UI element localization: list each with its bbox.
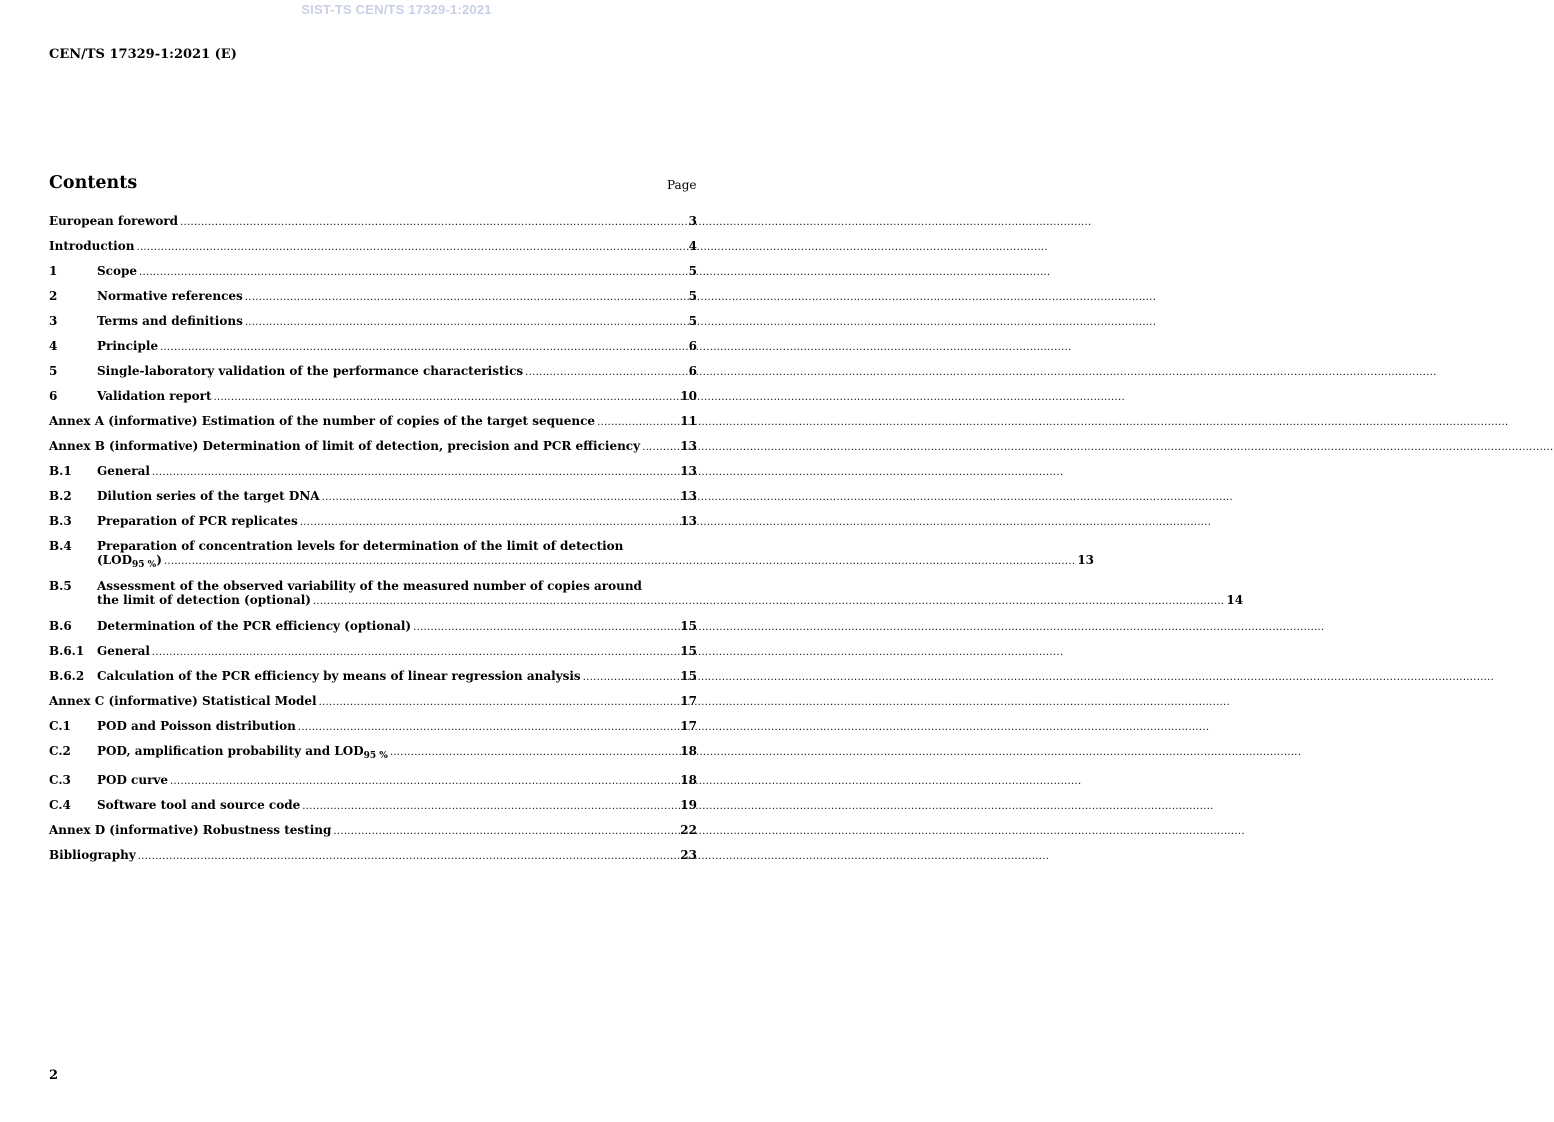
toc-leader-dots — [170, 776, 1081, 787]
toc-leader-dots — [138, 851, 1049, 862]
toc-entry-b3-pcr-replicates[interactable] — [49, 514, 697, 539]
toc-entry-annex-d[interactable] — [49, 823, 697, 848]
toc-entry-number: 5 — [49, 364, 58, 378]
toc-entry-title: Calculation of the PCR efficiency by means of linear regression analysis — [97, 669, 581, 683]
toc-leader-dots — [214, 392, 1125, 403]
table-of-contents — [49, 214, 1244, 873]
toc-entry-title: Annex C (informative) Statistical Model — [49, 694, 317, 708]
toc-entry-number: 3 — [49, 314, 58, 328]
toc-entry-title: Dilution series of the target DNA — [97, 489, 320, 503]
toc-entry-single-lab-validation[interactable] — [49, 364, 697, 389]
toc-entry-page: 18 — [680, 744, 697, 758]
toc-entry-number: C.2 — [49, 744, 71, 758]
toc-leader-dots — [160, 342, 1071, 353]
toc-leader-dots — [390, 747, 1301, 758]
toc-entry-page: 15 — [680, 669, 697, 683]
watermark-text: SIST-TS CEN/TS 17329-1:2021 — [301, 2, 492, 17]
toc-entry-number: 1 — [49, 264, 58, 278]
document-id: CEN/TS 17329-1:2021 (E) — [49, 47, 237, 62]
toc-entry-terms-and-definitions[interactable] — [49, 314, 697, 339]
toc-entry-european-foreword[interactable] — [49, 214, 697, 239]
toc-leader-dots — [525, 367, 1436, 378]
toc-entry-page: 13 — [680, 489, 697, 503]
toc-entry-title: Scope — [97, 264, 138, 278]
toc-entry-page: 23 — [680, 848, 697, 862]
toc-leader-dots — [152, 467, 1063, 478]
toc-entry-number: C.1 — [49, 719, 71, 733]
toc-entry-page: 6 — [688, 364, 697, 378]
toc-entry-number: 6 — [49, 389, 58, 403]
toc-entry-title: Principle — [97, 339, 159, 353]
toc-entry-number: 2 — [49, 289, 58, 303]
toc-entry-page: 17 — [680, 694, 697, 708]
toc-entry-page: 5 — [688, 264, 697, 278]
toc-entry-annex-b[interactable] — [49, 439, 697, 464]
toc-entry-title: Software tool and source code — [97, 798, 301, 812]
toc-entry-title: POD curve — [97, 773, 169, 787]
toc-entry-title-line1: Preparation of concentration levels for determination of the limit of detection — [97, 539, 624, 553]
toc-entry-page: 11 — [680, 414, 697, 428]
toc-leader-dots — [245, 292, 1156, 303]
toc-entry-number: B.5 — [49, 579, 72, 593]
toc-entry-page: 13 — [1077, 553, 1095, 567]
toc-entry-page: 3 — [688, 214, 697, 228]
toc-entry-number: B.6 — [49, 619, 72, 633]
toc-entry-page: 13 — [680, 514, 697, 528]
toc-entry-title: General — [97, 464, 150, 478]
toc-entry-page: 22 — [680, 823, 697, 837]
toc-entry-b1-general[interactable] — [49, 464, 697, 489]
toc-entry-annex-c[interactable] — [49, 694, 697, 719]
toc-entry-page: 6 — [688, 339, 697, 353]
toc-leader-dots — [245, 317, 1156, 328]
toc-entry-annex-a[interactable] — [49, 414, 697, 439]
toc-entry-page: 17 — [680, 719, 697, 733]
toc-entry-b2-dilution-series[interactable] — [49, 489, 697, 514]
toc-entry-title: Preparation of PCR replicates — [97, 514, 298, 528]
page-column-label: Page — [667, 178, 697, 192]
toc-entry-title: Introduction — [49, 239, 135, 253]
toc-entry-number: B.6.2 — [49, 669, 85, 683]
toc-leader-dots — [319, 697, 1230, 708]
toc-entry-number: B.6.1 — [49, 644, 85, 658]
toc-leader-dots — [180, 217, 1091, 228]
toc-entry-c4-software-tool[interactable] — [49, 798, 697, 823]
toc-entry-c3-pod-curve[interactable] — [49, 773, 697, 798]
toc-entry-subscript: 95 % — [131, 560, 157, 570]
toc-entry-page: 4 — [688, 239, 697, 253]
toc-entry-number: B.4 — [49, 539, 72, 553]
toc-leader-dots — [597, 417, 1508, 428]
toc-entry-page: 14 — [1226, 593, 1244, 607]
toc-leader-dots — [139, 267, 1050, 278]
contents-heading: Contents — [49, 173, 138, 193]
toc-leader-dots — [313, 596, 1224, 607]
toc-leader-dots — [152, 647, 1063, 658]
toc-entry-number: B.2 — [49, 489, 72, 503]
toc-entry-b4-concentration-levels[interactable] — [49, 539, 1095, 579]
toc-entry-number: C.3 — [49, 773, 71, 787]
toc-entry-title: European foreword — [49, 214, 179, 228]
toc-entry-principle[interactable] — [49, 339, 697, 364]
toc-entry-number: 4 — [49, 339, 58, 353]
toc-entry-number: C.4 — [49, 798, 71, 812]
toc-entry-page: 13 — [680, 464, 697, 478]
toc-leader-dots — [322, 492, 1233, 503]
toc-leader-dots — [333, 826, 1244, 837]
toc-entry-validation-report[interactable] — [49, 389, 697, 414]
toc-entry-title-line1: Assessment of the observed variability of the measured number of copies around — [97, 579, 642, 593]
toc-entry-page: 18 — [680, 773, 697, 787]
toc-entry-page: 5 — [688, 289, 697, 303]
toc-leader-dots — [413, 622, 1324, 633]
toc-leader-dots — [298, 722, 1209, 733]
page-number: 2 — [49, 1068, 59, 1083]
toc-entry-c1-poisson[interactable] — [49, 719, 697, 744]
toc-entry-title: Bibliography — [49, 848, 136, 862]
toc-entry-title: Terms and definitions — [97, 314, 243, 328]
toc-entry-page: 5 — [688, 314, 697, 328]
toc-entry-c2-amplification-probability[interactable] — [49, 744, 697, 773]
toc-entry-page: 13 — [680, 439, 697, 453]
toc-leader-dots — [136, 242, 1047, 253]
toc-entry-title: POD, amplification probability and LOD — [97, 744, 364, 758]
toc-leader-dots — [642, 442, 1553, 453]
toc-entry-title: Annex A (informative) Estimation of the number of copies of the target sequence — [49, 414, 596, 428]
toc-entry-page: 15 — [680, 644, 697, 658]
toc-entry-page: 15 — [680, 619, 697, 633]
toc-entry-title: General — [97, 644, 150, 658]
toc-entry-number: B.3 — [49, 514, 72, 528]
toc-entry-title: Annex D (informative) Robustness testing — [49, 823, 332, 837]
toc-entry-b6-pcr-efficiency[interactable] — [49, 619, 697, 644]
toc-entry-page: 10 — [680, 389, 697, 403]
toc-leader-dots — [164, 556, 1075, 567]
toc-entry-subscript: 95 % — [363, 751, 388, 761]
toc-entry-title-line2: (LOD — [97, 553, 132, 567]
toc-entry-title: Validation report — [97, 389, 212, 403]
toc-entry-title: Normative references — [97, 289, 243, 303]
toc-leader-dots — [583, 672, 1494, 683]
toc-entry-title-line2-end: ) — [156, 553, 162, 567]
toc-entry-title: Annex B (informative) Determination of limit of detection, precision and PCR efficiency — [49, 439, 641, 453]
toc-entry-normative-references[interactable] — [49, 289, 697, 314]
toc-entry-title: POD and Poisson distribution — [97, 719, 296, 733]
toc-entry-title: Determination of the PCR efficiency (optional) — [97, 619, 412, 633]
toc-entry-scope[interactable] — [49, 264, 697, 289]
toc-leader-dots — [302, 801, 1213, 812]
toc-entry-title: Single-laboratory validation of the performance characteristics — [97, 364, 524, 378]
toc-leader-dots — [300, 517, 1211, 528]
toc-entry-b61-general[interactable] — [49, 644, 697, 669]
toc-entry-b62-linear-regression[interactable] — [49, 669, 697, 694]
toc-entry-bibliography[interactable] — [49, 848, 697, 873]
toc-entry-page: 19 — [680, 798, 697, 812]
toc-entry-number: B.1 — [49, 464, 72, 478]
toc-entry-title-line2: the limit of detection (optional) — [97, 593, 311, 607]
toc-entry-b5-observed-variability[interactable] — [49, 579, 1244, 619]
toc-entry-introduction[interactable] — [49, 239, 697, 264]
